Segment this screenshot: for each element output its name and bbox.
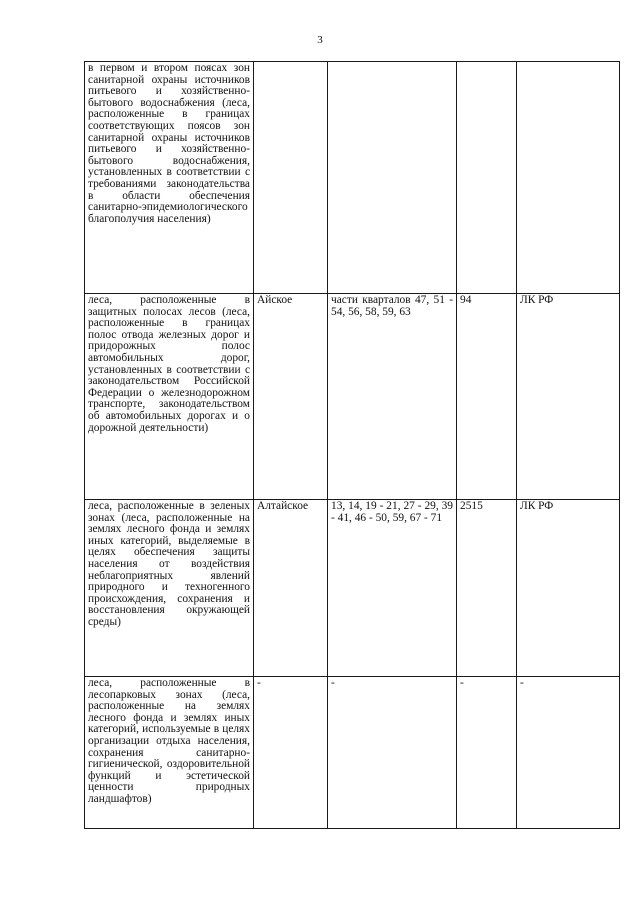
quarters-cell: части кварталов 47, 51 - 54, 56, 58, 59, 63	[328, 294, 457, 500]
table-row	[85, 294, 620, 500]
area-cell: 94	[457, 294, 517, 500]
area-cell: -	[457, 677, 517, 829]
area-cell	[457, 62, 517, 294]
forestry-cell: -	[254, 677, 328, 829]
quarters-cell: -	[328, 677, 457, 829]
table-row	[85, 500, 620, 677]
area-cell: 2515	[457, 500, 517, 677]
forestry-cell: Алтайское	[254, 500, 328, 677]
forest-category-cell: леса, расположенные в лесопарковых зонах (леса, расположенные на землях лесного фонда и землях иных категорий, используемые в целях организации отдыха населения, сохранения санитарно-гигиенической, оздоровительной функций и эстетической ценности природных ландшафтов)	[85, 677, 254, 829]
forest-category-cell: леса, расположенные в защитных полосах лесов (леса, расположенные в границах полос отвода железных дорог и придорожных полос автомобильных дорог, установленных в соответствии с законодательством Российской Федерации о железнодорожном транспорте, законодательством об автомобильных дорогах и о дорожной деятельности)	[85, 294, 254, 500]
page-number: 3	[317, 34, 323, 46]
table-row	[85, 677, 620, 829]
table-row	[85, 62, 620, 294]
legal-basis-cell: -	[517, 677, 620, 829]
forestry-cell	[254, 62, 328, 294]
legal-basis-cell: ЛК РФ	[517, 500, 620, 677]
forest-category-cell: в первом и втором поясах зон санитарной охраны источников питьевого и хозяйственно-бытового водоснабжения (леса, расположенные в границах соответствующих поясов зон санитарной охраны источников питьевого и хозяйственно-бытового водоснабжения, установленных в соответствии с требованиями законодательства в области обеспечения санитарно-эпидемиологического благополучия населения)	[85, 62, 254, 294]
legal-basis-cell	[517, 62, 620, 294]
forestry-cell: Айское	[254, 294, 328, 500]
forest-category-cell: леса, расположенные в зеленых зонах (леса, расположенные на землях лесного фонда и землях иных категорий, выделяемые в целях обеспечения защиты населения от воздействия неблагоприятных явлений природного и техногенного происхождения, сохранения и восстановления окружающей среды)	[85, 500, 254, 677]
quarters-cell: 13, 14, 19 - 21, 27 - 29, 39 - 41, 46 - 50, 59, 67 - 71	[328, 500, 457, 677]
legal-basis-cell: ЛК РФ	[517, 294, 620, 500]
protective-forests-table	[84, 61, 620, 829]
quarters-cell	[328, 62, 457, 294]
